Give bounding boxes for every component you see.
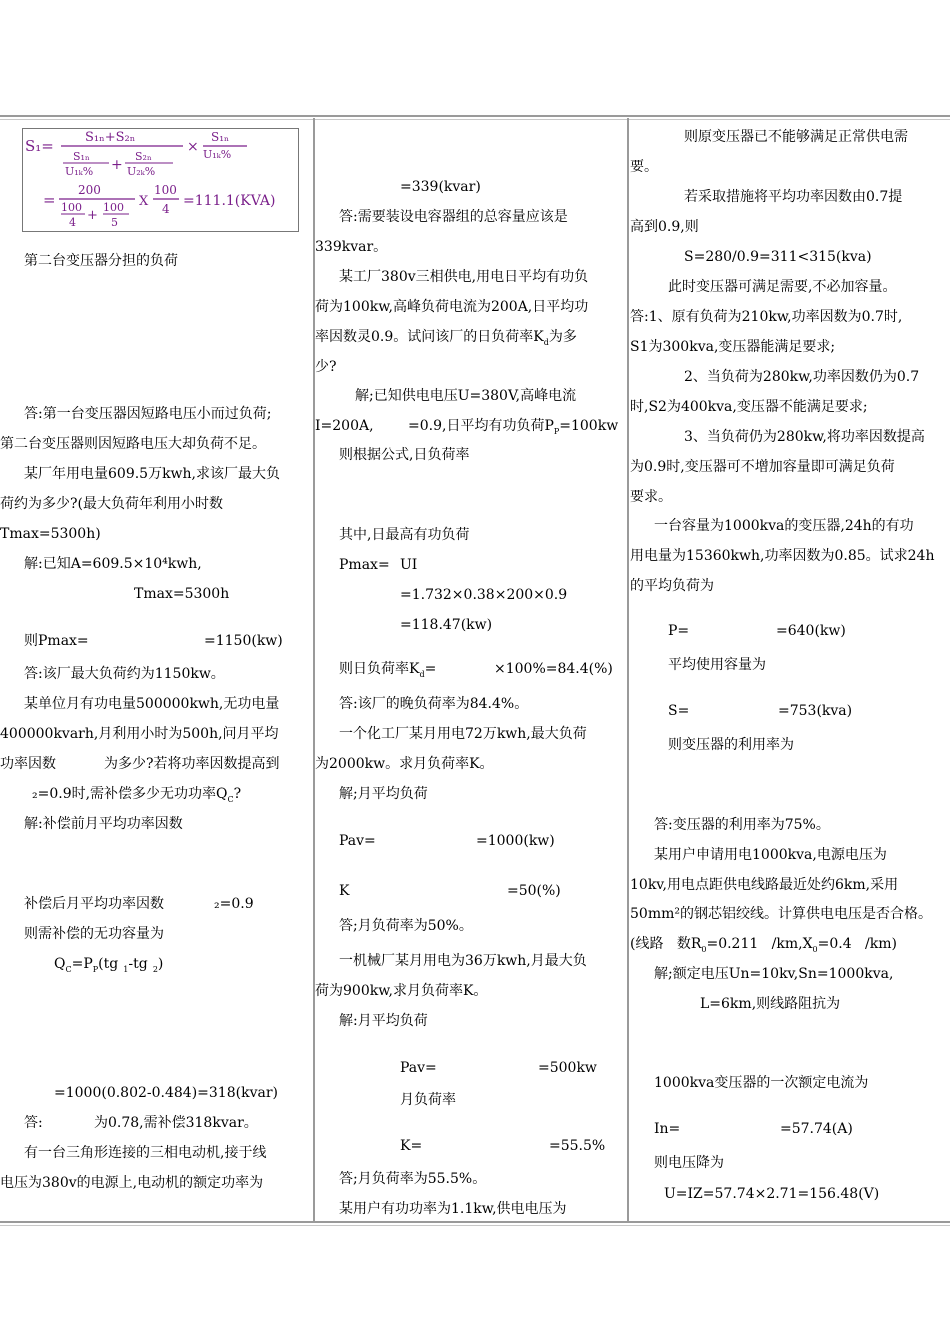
- text-line: ₂=0.9: [214, 896, 254, 912]
- text-line: In=: [654, 1121, 681, 1137]
- svg-text:+: +: [111, 157, 123, 173]
- text-line: 10kv,用电点距供电线路最近处约6km,采用: [630, 877, 899, 893]
- text-line: 率因数灵0.9。试问该厂的日负荷率$K_d$为多: [315, 329, 577, 347]
- formula-line-2: [43, 183, 275, 229]
- text-line: =57.74(A): [780, 1121, 853, 1137]
- text-line: 某用户有功功率为1.1kw,供电电压为: [339, 1201, 567, 1217]
- formula-den3b-sub: 5: [111, 216, 118, 229]
- text-line: 则变压器的利用率为: [668, 737, 794, 753]
- text-line: 解;月平均负荷: [339, 786, 428, 802]
- text-line: 50mm²的钢芯铝绞线。计算供电电压是否合格。: [630, 906, 932, 922]
- formula-num1: S₁ₙ+S₂ₙ: [85, 130, 136, 145]
- text-line: 荷约为多少?(最大负荷年利用小时数: [0, 496, 223, 512]
- text-line: 月负荷率: [400, 1092, 456, 1108]
- text-line: 3、当负荷仍为280kw,将功率因数提高: [684, 429, 925, 445]
- text-line: 时,S2为400kva,变压器不能满足要求;: [630, 399, 868, 415]
- text-line: 则原变压器已不能够满足正常供电需: [684, 129, 908, 145]
- formula-x: X: [139, 194, 149, 209]
- text-line: Tmax=5300h: [134, 586, 230, 602]
- text-line: UI: [400, 557, 418, 573]
- text-line: 为多少?若将功率因数提高到: [104, 756, 280, 772]
- text-line: 一个化工厂某月用电72万kwh,最大负荷: [339, 726, 587, 742]
- text-line: 解:月平均负荷: [339, 1013, 428, 1029]
- text-line: 一台容量为1000kva的变压器,24h的有功: [654, 518, 914, 534]
- text-line: 答:该厂最大负荷约为1150kw。: [24, 666, 225, 682]
- text-line: 答:需要装设电容器组的总容量应该是: [339, 209, 568, 225]
- text-line: =753(kva): [778, 703, 853, 719]
- bottom-rule: [0, 1221, 950, 1223]
- text-line: K=: [400, 1138, 423, 1154]
- formula-den3b: 100: [103, 201, 124, 214]
- text-line: =50(%): [507, 883, 561, 899]
- text-line: 答;月负荷率为50%。: [339, 918, 473, 934]
- text-line: =1000(0.802-0.484)=318(kvar): [54, 1085, 278, 1101]
- text-line: I=200A,: [315, 418, 374, 434]
- formula-qc: $Q_C=P_P(tg$ $_1$-tg $_2$): [54, 956, 164, 974]
- formula-den1a-sub: U₁ₖ%: [65, 165, 94, 178]
- text-line: 解;额定电压Un=10kv,Sn=1000kva,: [654, 966, 894, 982]
- text-line: =1000(kw): [476, 833, 555, 849]
- text-line: ₂=0.9时,需补偿多少无功功率$Q_C$?: [32, 786, 242, 804]
- formula-num2: S₁ₙ: [211, 130, 230, 144]
- text-line: 400000kvarh,月利用小时为500h,问月平均: [0, 726, 279, 742]
- text-line: 某工厂380v三相供电,用电日平均有功负: [339, 269, 589, 285]
- column-divider-2: [627, 118, 629, 1223]
- text-line: 解:已知A=609.5×10⁴kwh,: [24, 556, 202, 572]
- formula-den3a: 100: [61, 201, 82, 214]
- text-line: 某用户申请用电1000kva,电源电压为: [654, 847, 887, 863]
- formula-den4: 4: [162, 202, 170, 216]
- text-line: 则电压降为: [654, 1155, 724, 1171]
- text-line: 要求。: [630, 489, 672, 505]
- text-line: 电压为380v的电源上,电动机的额定功率为: [0, 1175, 264, 1191]
- column-divider-1: [313, 118, 315, 1223]
- text-line: Tmax=5300h): [0, 526, 101, 542]
- text-line: 少?: [315, 359, 337, 375]
- formula-times: ×: [187, 139, 199, 155]
- text-line: 此时变压器可满足需要,不必加容量。: [668, 279, 897, 295]
- text-line: 答:第一台变压器因短路电压小而过负荷;: [24, 406, 272, 422]
- text-line: 答:: [24, 1115, 43, 1131]
- text-line: 补偿后月平均功率因数: [24, 896, 164, 912]
- text-line: 一机械厂某月用电为36万kwh,月最大负: [339, 953, 587, 969]
- text-line: S=280/0.9=311<315(kva): [684, 249, 872, 265]
- svg-text:+: +: [87, 208, 98, 223]
- text-line: S=: [668, 703, 690, 719]
- text-line: 为0.9时,变压器可不增加容量即可满足负荷: [630, 459, 895, 475]
- formula-den1a: S₁ₙ: [73, 150, 90, 163]
- text-line: 答:1、原有负荷为210kw,功率因数为0.7时,: [630, 309, 903, 325]
- text-line: K: [339, 883, 350, 899]
- formula-den3a-sub: 4: [69, 216, 76, 229]
- formula-line-1: [25, 130, 247, 178]
- text-line: 则Pmax=: [24, 633, 89, 649]
- text-line: 其中,日最高有功负荷: [339, 527, 470, 543]
- text-line: 答:该厂的晚负荷率为84.4%。: [339, 696, 529, 712]
- text-line: S1为300kva,变压器能满足要求;: [630, 339, 836, 355]
- text-line: 答:变压器的利用率为75%。: [654, 817, 830, 833]
- text-line: 339kvar。: [315, 239, 388, 255]
- text-line: =0.9,日平均有功负荷$P_P=100kw$: [408, 418, 619, 436]
- formula-num4: 100: [154, 183, 177, 197]
- formula-image: [22, 128, 299, 232]
- text-line: 平均使用容量为: [668, 657, 766, 673]
- text-line: =640(kw): [776, 623, 846, 639]
- text-line: =1.732×0.38×200×0.9: [400, 587, 568, 603]
- text-line: 荷为100kw,高峰负荷电流为200A,日平均功: [315, 299, 589, 315]
- text-line: 1000kva变压器的一次额定电流为: [654, 1075, 869, 1091]
- text-line: 则根据公式,日负荷率: [339, 447, 470, 463]
- text-line: 用电量为15360kwh,功率因数为0.85。试求24h: [630, 548, 935, 564]
- text-line: 的平均负荷为: [630, 578, 714, 594]
- text-line: L=6km,则线路阻抗为: [700, 996, 841, 1012]
- formula-den1b-sub: U₂ₖ%: [127, 165, 156, 178]
- text-line: 解;已知供电电压U=380V,高峰电流: [355, 388, 577, 404]
- text-line: 为0.78,需补偿318kvar。: [94, 1115, 258, 1131]
- text-line: 功率因数: [0, 756, 56, 772]
- text-line: 有一台三角形连接的三相电动机,接于线: [24, 1145, 267, 1161]
- text-line: (线路 数$R_0=0.211$ $/km,X_0=0.4$ /km): [630, 936, 897, 954]
- text-line: =1150(kw): [204, 633, 283, 649]
- text-line: =118.47(kw): [400, 617, 493, 633]
- top-rule-inner: [0, 119, 950, 120]
- top-rule: [0, 115, 950, 117]
- text-line: 则日负荷率$K_d=$: [339, 661, 437, 679]
- text-line: ×100%=84.4(%): [494, 661, 613, 677]
- text-line: 荷为900kw,求月负荷率K。: [315, 983, 488, 999]
- formula-num3: 200: [78, 183, 101, 197]
- text-line: Pav=: [339, 833, 376, 849]
- formula-den1b: S₂ₙ: [135, 150, 152, 163]
- text-line: 2、当负荷为280kw,功率因数仍为0.7: [684, 369, 920, 385]
- text-line: 为2000kw。求月负荷率K。: [315, 756, 494, 772]
- formula-eq: =: [43, 191, 56, 209]
- text-line: =55.5%: [549, 1138, 606, 1154]
- text-line: =500kw: [538, 1060, 597, 1076]
- formula-s1: S₁=: [25, 137, 54, 155]
- text-line: P=: [668, 623, 690, 639]
- formula-den2: U₁ₖ%: [203, 148, 232, 161]
- text-line: U=IZ=57.74×2.71=156.48(V): [664, 1186, 880, 1202]
- text-line: 某单位月有功电量500000kwh,无功电量: [24, 696, 280, 712]
- text-line: 高到0.9,则: [630, 219, 699, 235]
- text-line: Pav=: [400, 1060, 437, 1076]
- text-line: 则需补偿的无功容量为: [24, 926, 164, 942]
- text-line: 第二台变压器分担的负荷: [24, 253, 178, 269]
- text-line: 解:补偿前月平均功率因数: [24, 816, 183, 832]
- text-line: 答;月负荷率为55.5%。: [339, 1171, 487, 1187]
- text-line: Pmax=: [339, 557, 390, 573]
- formula-result: =111.1(KVA): [183, 193, 276, 209]
- bottom-rule-inner: [0, 1225, 950, 1226]
- text-line: 要。: [630, 159, 658, 175]
- text-line: 某厂年用电量609.5万kwh,求该厂最大负: [24, 466, 281, 482]
- text-line: 若采取措施将平均功率因数由0.7提: [684, 189, 903, 205]
- text-line: =339(kvar): [400, 179, 481, 195]
- text-line: 第二台变压器则因短路电压大却负荷不足。: [0, 436, 266, 452]
